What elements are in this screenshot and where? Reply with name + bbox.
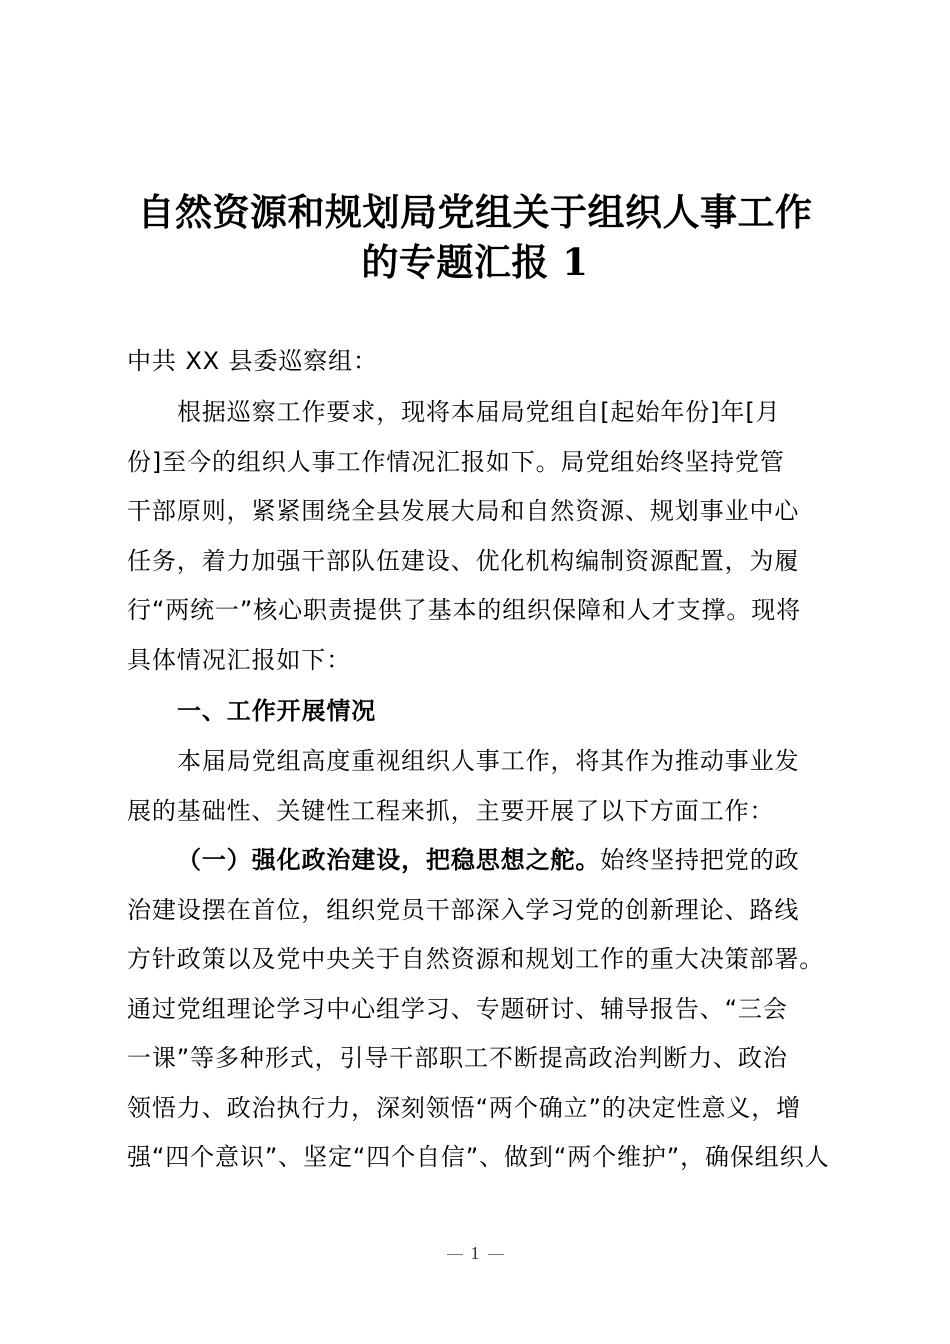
page-footer [0, 1243, 950, 1264]
paragraph-line: 份]至今的组织人事工作情况汇报如下。局党组始终坚持党管 [127, 447, 785, 476]
footer-dash-right [488, 1254, 504, 1255]
paragraph-political-building [127, 836, 837, 1183]
page-number: 1 [470, 1243, 480, 1263]
title-line-2: 的专题汇报 1 [361, 239, 589, 284]
paragraph-intro [127, 388, 837, 685]
paragraph-line: 根据巡察工作要求，现将本届局党组自[起始年份]年[月 [177, 398, 781, 426]
salutation [127, 337, 837, 387]
paragraph-work-overview [127, 737, 837, 836]
footer-dash-left [447, 1254, 463, 1255]
paragraph-line: 干部原则，紧紧围绕全县发展大局和自然资源、规划事业中心 [127, 497, 800, 525]
paragraph-line: 方针政策以及党中央关于自然资源和规划工作的重大决策部署。 [127, 945, 825, 973]
paragraph-line: 具体情况汇报如下： [127, 645, 352, 674]
paragraph-text: 始终坚持把党的政 [600, 846, 800, 874]
paragraph-line: 行“两统一”核心职责提供了基本的组织保障和人才支撑。现将 [127, 596, 802, 624]
title-line-1: 自然资源和规划局党组关于组织人事工作 [137, 190, 813, 234]
salutation-text: 中共 XX 县委巡察组： [127, 347, 378, 375]
subheading-lead: （一）强化政治建设，把稳思想之舵。 [177, 846, 601, 874]
paragraph-line [127, 836, 837, 886]
paragraph-line: 强“四个意识”、坚定“四个自信”、做到“两个维护”，确保组织人 [127, 1143, 830, 1171]
paragraph-line: 治建设摆在首位，组织党员干部深入学习党的创新理论、路线 [127, 895, 800, 924]
document-title [100, 186, 850, 285]
paragraph-line: 领悟力、政治执行力，深刻领悟“两个确立”的决定性意义，增 [127, 1093, 802, 1122]
section-heading-text: 一、工作开展情况 [177, 697, 377, 725]
paragraph-line: 本届局党组高度重视组织人事工作，将其作为推动事业发 [177, 747, 800, 775]
paragraph-line: 通过党组理论学习中心组学习、专题研讨、辅导报告、“三会 [127, 994, 788, 1023]
section-heading [127, 687, 837, 737]
paragraph-line: 一课”等多种形式，引导干部职工不断提高政治判断力、政治 [127, 1044, 788, 1072]
paragraph-line: 展的基础性、关键性工程来抓，主要开展了以下方面工作： [127, 796, 775, 825]
paragraph-line: 任务，着力加强干部队伍建设、优化机构编制资源配置，为履 [127, 546, 800, 575]
